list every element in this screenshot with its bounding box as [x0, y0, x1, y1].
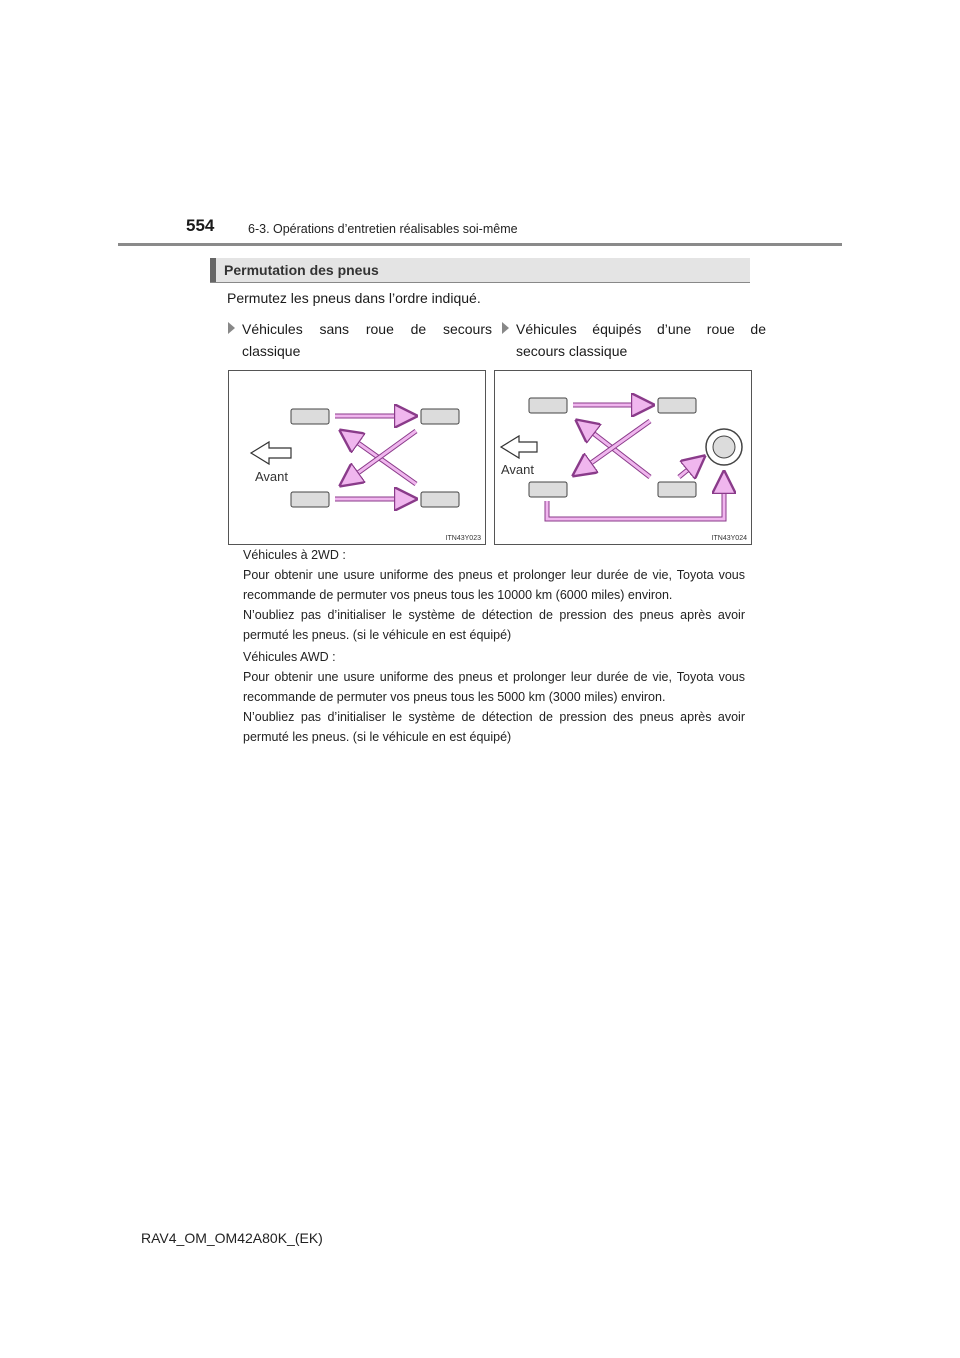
tire-front-left	[529, 398, 567, 413]
case-label-text: Véhicules sans roue de secours classique	[242, 321, 492, 359]
rotation-diagram-with-spare	[494, 370, 752, 545]
triangle-bullet-icon	[502, 322, 509, 334]
note-title: Véhicules à 2WD :	[243, 548, 346, 562]
rotation-diagram-svg	[495, 371, 751, 544]
case-label-no-spare	[242, 318, 492, 362]
note-line: N’oubliez pas d’initialiser le système de détection de pression des pneus après avoir permuté les pneus. (si le véhicule en est équipé)	[243, 608, 745, 642]
front-label: Avant	[255, 469, 289, 484]
page-number: 554	[186, 216, 215, 235]
note-2wd	[243, 545, 745, 645]
intro-text: Permutez les pneus dans l’ordre indiqué.	[227, 290, 481, 306]
front-arrow-icon	[251, 442, 291, 464]
spare-tire-inner	[713, 436, 735, 458]
footer-doc-code: RAV4_OM_OM42A80K_(EK)	[141, 1230, 323, 1246]
header-rule	[118, 243, 842, 246]
tire-front-right	[421, 409, 459, 424]
note-title: Véhicules AWD :	[243, 650, 336, 664]
case-label-with-spare	[516, 318, 766, 362]
note-line: N’oubliez pas d’initialiser le système de détection de pression des pneus après avoir permuté les pneus. (si le véhicule en est équipé)	[243, 710, 745, 744]
case-label-text: Véhicules équipés d’une roue de secours classique	[516, 321, 766, 359]
section-path: 6-3. Opérations d’entretien réalisables soi-même	[248, 222, 518, 236]
front-label: Avant	[501, 462, 535, 477]
tire-front-right	[658, 398, 696, 413]
note-awd	[243, 647, 745, 747]
tire-rear-left	[529, 482, 567, 497]
triangle-bullet-icon	[228, 322, 235, 334]
tire-rear-right	[421, 492, 459, 507]
section-heading	[210, 258, 750, 283]
note-line: Pour obtenir une usure uniforme des pneus et prolonger leur durée de vie, Toyota vous recommande de permuter vos pneus tous les 5000 km (3000 miles) environ.	[243, 670, 745, 704]
figure-code: ITN43Y024	[711, 535, 747, 542]
rotation-diagram-no-spare	[228, 370, 486, 545]
section-heading-text: Permutation des pneus	[224, 262, 379, 278]
arrow-loop-from-rear-left	[547, 476, 724, 519]
front-arrow-icon	[501, 436, 537, 458]
figure-code: ITN43Y023	[445, 535, 481, 542]
tire-rear-right	[658, 482, 696, 497]
tire-rear-left	[291, 492, 329, 507]
rotation-diagram-svg	[229, 371, 485, 544]
tire-front-left	[291, 409, 329, 424]
note-line: Pour obtenir une usure uniforme des pneus et prolonger leur durée de vie, Toyota vous recommande de permuter vos pneus tous les 10000 km (6000 miles) environ.	[243, 568, 745, 602]
